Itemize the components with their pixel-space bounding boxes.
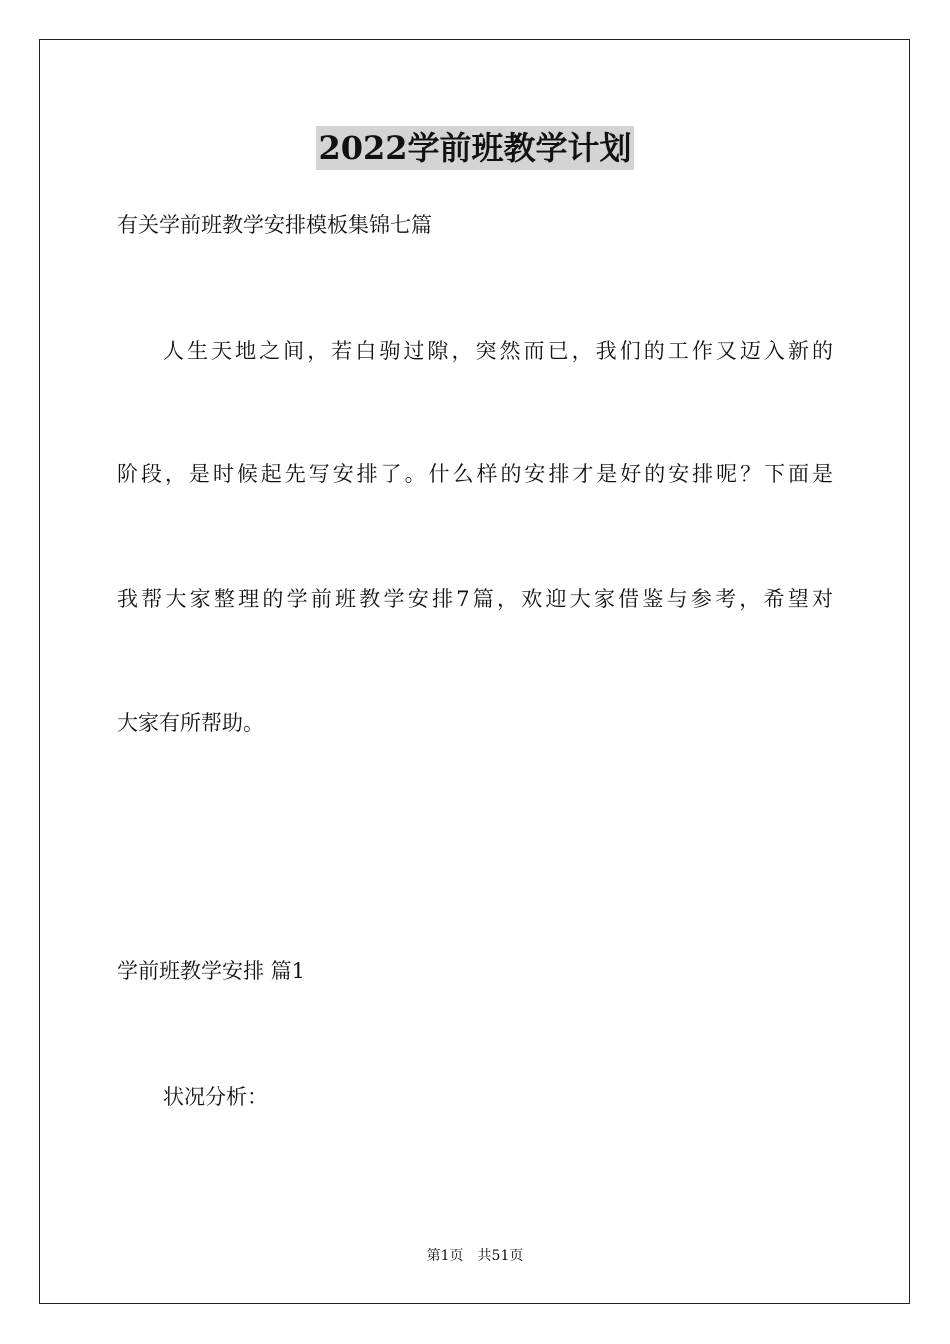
page-total: 共51页	[477, 1248, 524, 1264]
intro-line-2: 阶段，是时候起先写安排了。什么样的安排才是好的安排呢？下面是	[117, 462, 833, 486]
page-number: 第1页	[426, 1248, 464, 1264]
intro-line-1: 人生天地之间，若白驹过隙，突然而已，我们的工作又迈入新的	[163, 339, 833, 363]
section-heading: 学前班教学安排 篇1	[117, 959, 306, 983]
page-footer	[0, 1246, 950, 1266]
section-first-line: 状况分析：	[163, 1085, 268, 1109]
intro-line-3: 我帮大家整理的学前班教学安排7篇，欢迎大家借鉴与参考，希望对	[117, 587, 833, 611]
document-title: 2022学前班教学计划	[316, 126, 633, 170]
intro-line-4: 大家有所帮助。	[117, 711, 264, 735]
document-subtitle: 有关学前班教学安排模板集锦七篇	[117, 213, 432, 237]
document-title-wrapper	[0, 126, 950, 177]
